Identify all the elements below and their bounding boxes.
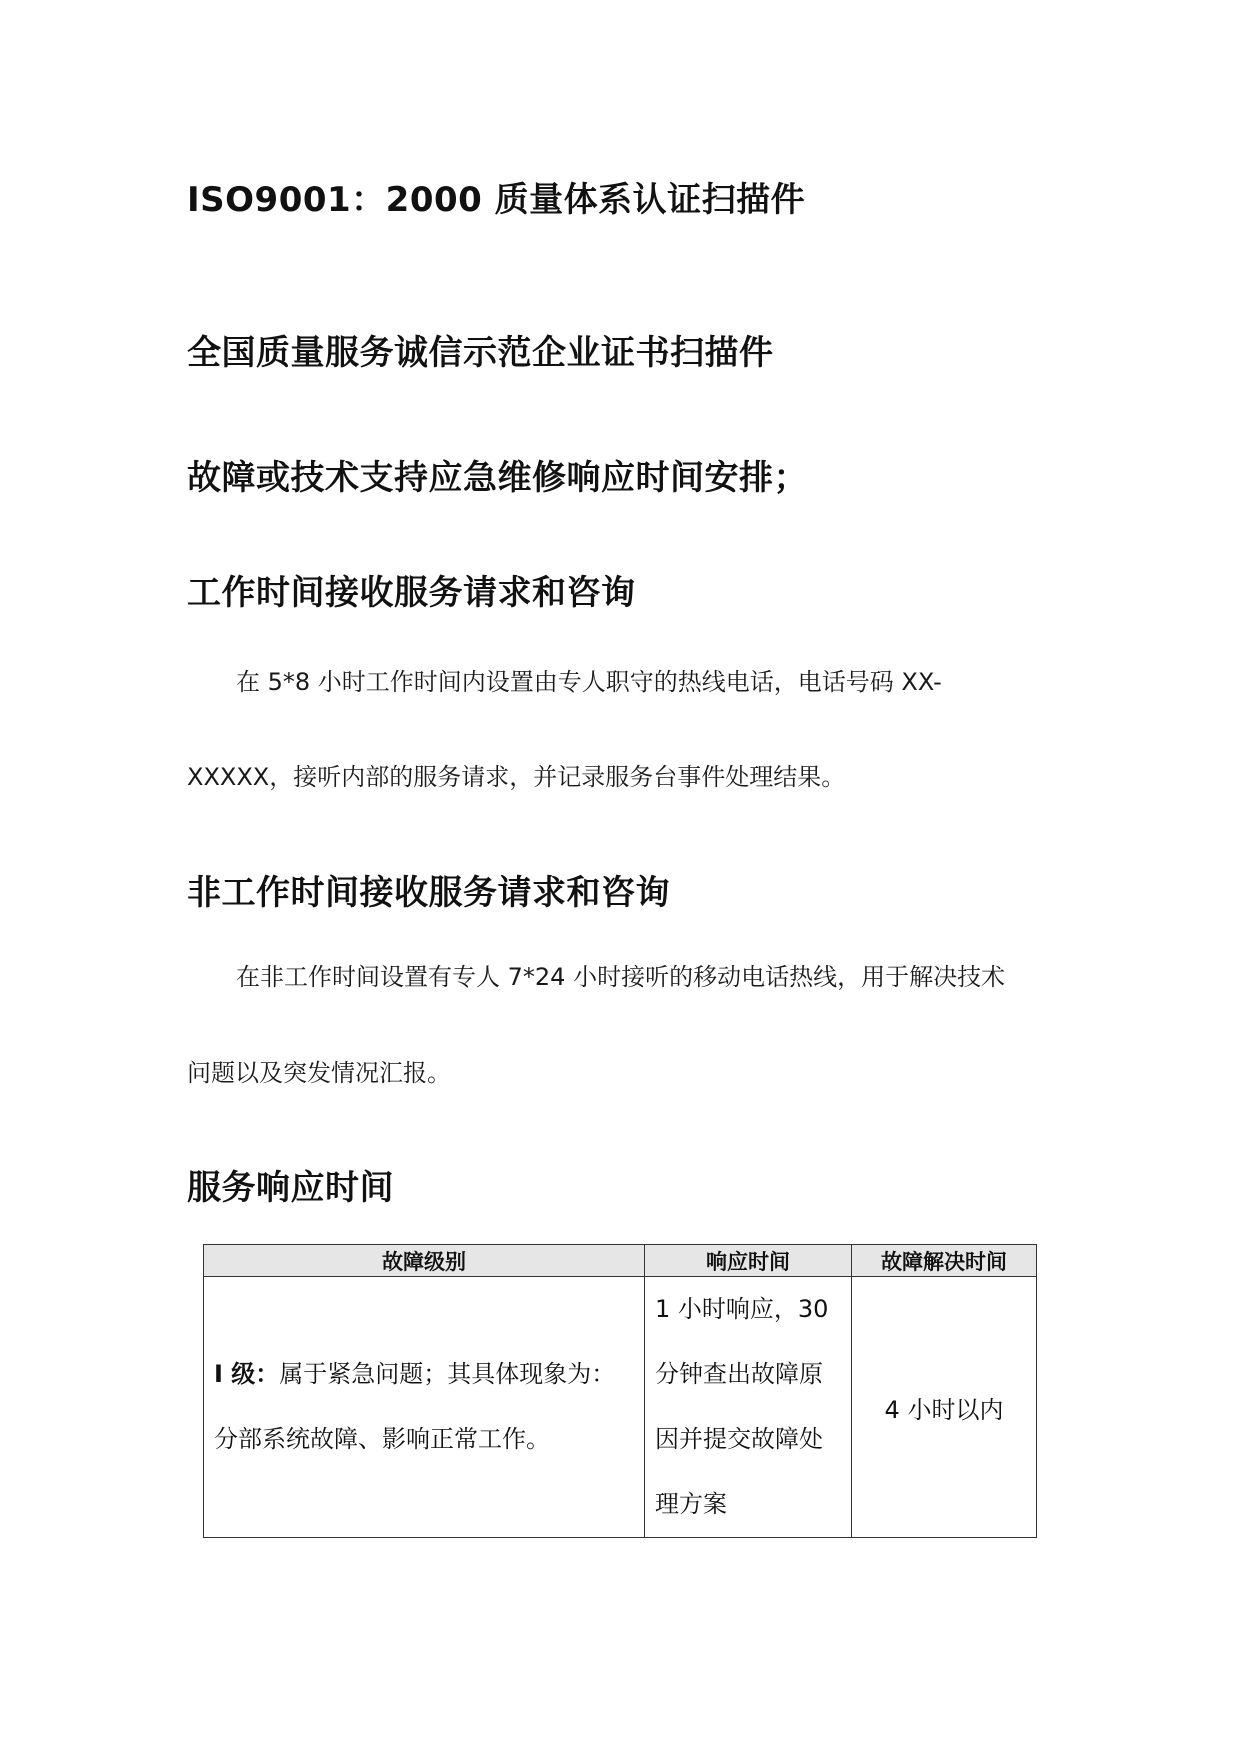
table-row xyxy=(204,1277,1037,1538)
heading-iso-certificate: ISO9001：2000 质量体系认证扫描件 xyxy=(187,180,806,220)
response-line: 因并提交故障处 xyxy=(655,1425,823,1453)
heading-emergency-response: 故障或技术支持应急维修响应时间安排； xyxy=(187,458,808,498)
header-resolve-time: 故障解决时间 xyxy=(852,1245,1037,1277)
fault-level-label: I 级 xyxy=(214,1360,256,1388)
heading-off-hours-requests: 非工作时间接收服务请求和咨询 xyxy=(187,873,670,913)
header-fault-level: 故障级别 xyxy=(204,1245,645,1277)
header-response-time: 响应时间 xyxy=(645,1245,852,1277)
paragraph-work-hours-line2: XXXXX，接听内部的服务请求，并记录服务台事件处理结果。 xyxy=(187,763,846,791)
fault-level-desc-1: 属于紧急问题；其具体现象为： xyxy=(279,1360,616,1388)
table-header-row xyxy=(204,1245,1037,1277)
fault-level-colon: ： xyxy=(255,1360,280,1388)
response-line: 理方案 xyxy=(655,1490,727,1518)
paragraph-work-hours-line1: 在 5*8 小时工作时间内设置由专人职守的热线电话，电话号码 XX- xyxy=(236,668,942,696)
paragraph-off-hours-line1: 在非工作时间设置有专人 7*24 小时接听的移动电话热线，用于解决技术 xyxy=(236,963,1006,991)
cell-resolve-time: 4 小时以内 xyxy=(852,1277,1037,1538)
heading-quality-service-certificate: 全国质量服务诚信示范企业证书扫描件 xyxy=(187,333,774,373)
heading-work-hours-requests: 工作时间接收服务请求和咨询 xyxy=(187,573,636,613)
service-response-table xyxy=(203,1244,1037,1538)
response-line: 分钟查出故障原 xyxy=(655,1360,823,1388)
fault-level-desc-2: 分部系统故障、影响正常工作。 xyxy=(214,1425,550,1453)
cell-response-time xyxy=(645,1277,852,1538)
paragraph-off-hours-line2: 问题以及突发情况汇报。 xyxy=(187,1059,451,1087)
response-line: 1 小时响应，30 xyxy=(655,1295,829,1323)
cell-fault-level xyxy=(204,1277,645,1538)
fault-level-line1 xyxy=(214,1342,634,1407)
heading-service-response-time: 服务响应时间 xyxy=(187,1168,394,1208)
